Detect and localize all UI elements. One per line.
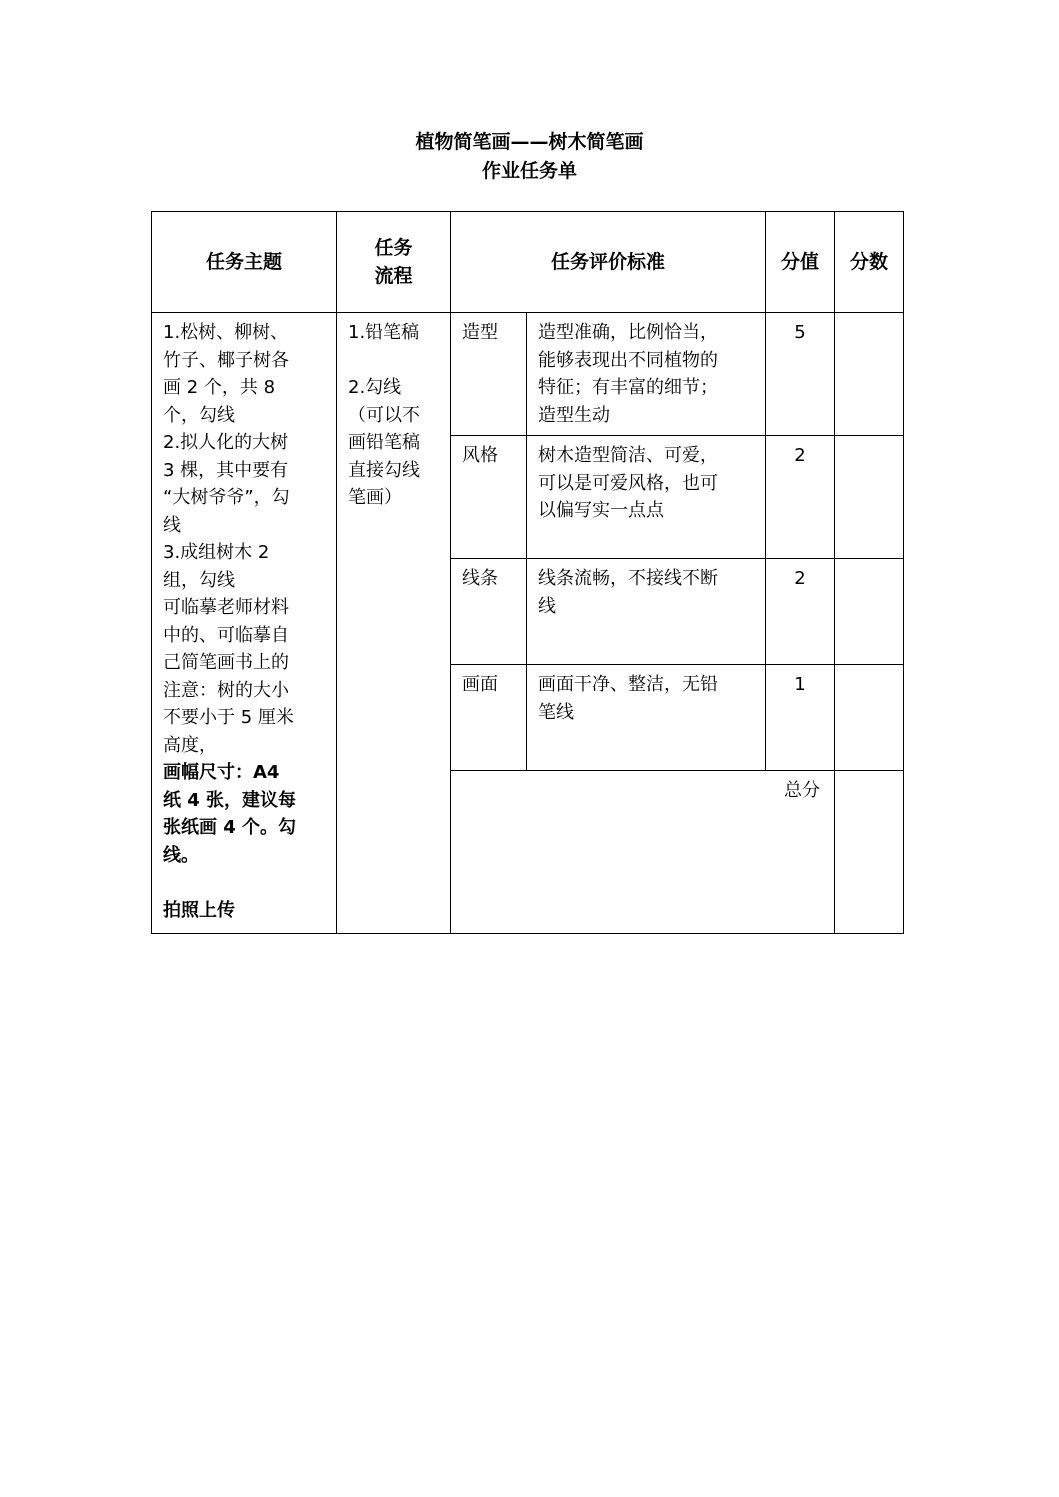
- process-line: 直接勾线: [348, 459, 420, 481]
- topic-line: 高度，: [163, 734, 217, 756]
- header-points: 分值: [766, 212, 835, 313]
- header-process: [337, 212, 451, 313]
- score-input-cell[interactable]: [835, 436, 904, 559]
- topic-line: 1.松树、柳树、: [163, 322, 289, 343]
- topic-line: 3 棵，其中要有: [163, 459, 289, 481]
- criteria-category: 线条: [451, 559, 527, 665]
- topic-line: 个，勾线: [163, 404, 235, 426]
- topic-bold-line: 画幅尺寸：A4: [163, 762, 280, 783]
- header-process-line2: 流程: [374, 265, 413, 287]
- process-line: 画铅笔稿: [348, 432, 420, 453]
- criteria-category: 画面: [451, 665, 527, 771]
- topic-line: 中的、可临摹自: [163, 624, 289, 646]
- blank-line: [163, 869, 328, 897]
- topic-line: 不要小于 5 厘米: [163, 707, 294, 728]
- score-input-cell[interactable]: [835, 665, 904, 771]
- criteria-category: 风格: [451, 436, 527, 559]
- topic-line: 组，勾线: [163, 569, 235, 591]
- header-score: 分数: [835, 212, 904, 313]
- criteria-category: 造型: [451, 313, 527, 436]
- topic-line: 线: [163, 514, 181, 536]
- task-table: [151, 211, 904, 934]
- topic-line: 注意：树的大小: [163, 679, 289, 701]
- topic-line: 竹子、椰子树各: [163, 349, 289, 371]
- process-line: 2.勾线: [348, 377, 402, 398]
- topic-line: “大树爷爷”，勾: [163, 487, 290, 508]
- total-label: 总分: [784, 780, 821, 801]
- topic-cell: [152, 313, 337, 934]
- criteria-points: 1: [766, 665, 835, 771]
- topic-line: 可临摹老师材料: [163, 597, 289, 618]
- process-cell: [337, 313, 451, 934]
- criteria-points: 2: [766, 436, 835, 559]
- topic-bold-line: 纸 4 张，建议每: [163, 789, 297, 811]
- criteria-points: 5: [766, 313, 835, 436]
- topic-line: 己简笔画书上的: [163, 652, 289, 673]
- criteria-description: 线条流畅，不接线不断 线: [527, 559, 766, 665]
- document-subtitle: 作业任务单: [481, 160, 577, 182]
- total-cell: [451, 771, 835, 934]
- process-line: （可以不: [348, 404, 420, 426]
- total-score-cell[interactable]: [835, 771, 904, 934]
- criteria-row: [152, 313, 904, 436]
- topic-line: 2.拟人化的大树: [163, 432, 289, 453]
- header-topic: 任务主题: [152, 212, 337, 313]
- document-title: 植物简笔画——树木简笔画: [415, 131, 644, 153]
- criteria-description: 画面干净、整洁，无铅 笔线: [527, 665, 766, 771]
- topic-line: 画 2 个，共 8: [163, 377, 276, 398]
- blank-line: [348, 347, 442, 375]
- score-input-cell[interactable]: [835, 559, 904, 665]
- header-process-line1: 任务: [374, 237, 413, 259]
- score-input-cell[interactable]: [835, 313, 904, 436]
- criteria-description: 树木造型简洁、可爱， 可以是可爱风格，也可 以偏写实一点点: [527, 436, 766, 559]
- process-line: 1.铅笔稿: [348, 322, 420, 343]
- criteria-description: 造型准确，比例恰当， 能够表现出不同植物的 特征；有丰富的细节； 造型生动: [527, 313, 766, 436]
- header-criteria: 任务评价标准: [451, 212, 766, 313]
- topic-bold-line: 张纸画 4 个。勾: [163, 817, 297, 838]
- header-row: [152, 212, 904, 313]
- topic-line: 3.成组树木 2: [163, 542, 270, 563]
- criteria-points: 2: [766, 559, 835, 665]
- topic-bold-line: 线。: [163, 844, 199, 866]
- process-line: 笔画）: [348, 487, 402, 508]
- topic-upload: 拍照上传: [163, 899, 235, 921]
